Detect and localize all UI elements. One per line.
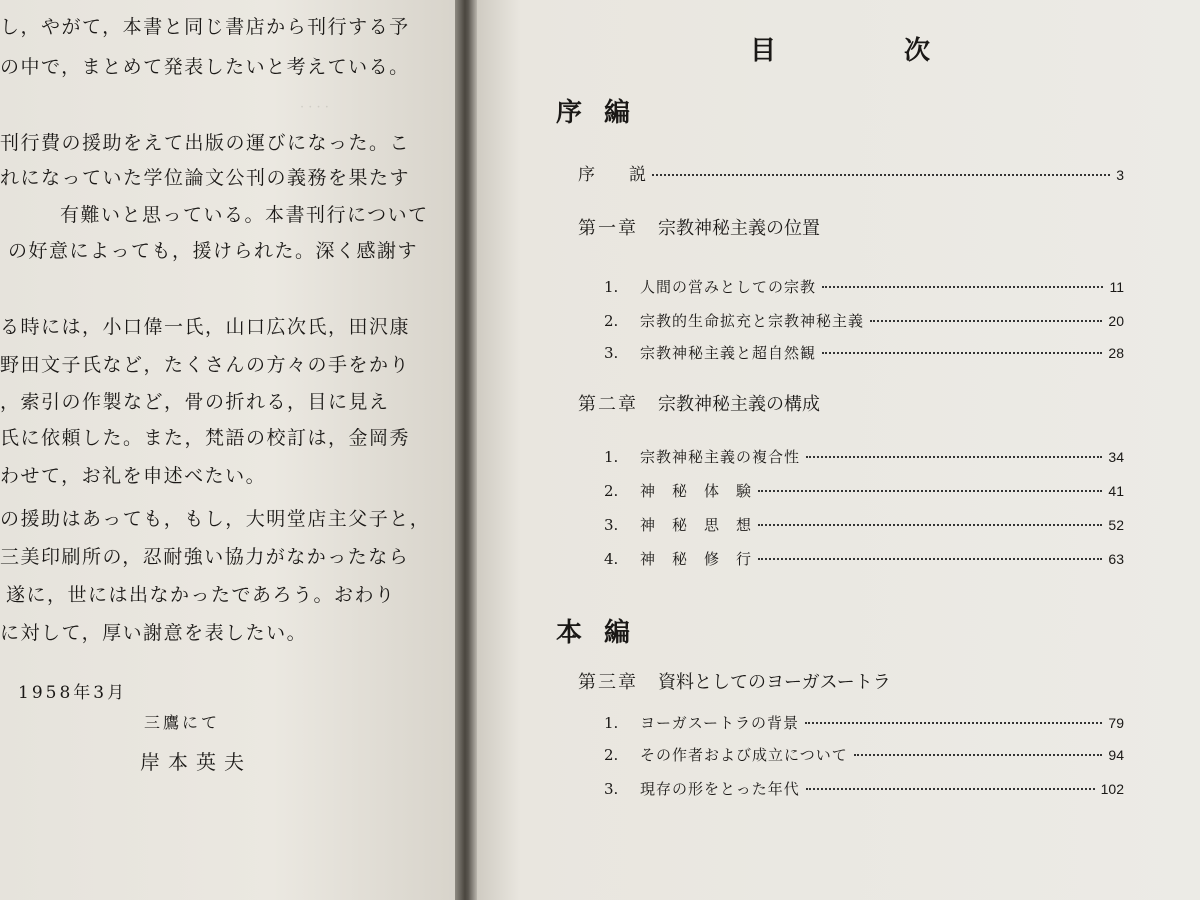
toc-entry xyxy=(604,712,1124,733)
toc-entry-label: その作者および成立について xyxy=(640,746,848,764)
chapter-number: 第二章 xyxy=(578,394,638,415)
toc-entry-label: 宗教神秘主義と超自然観 xyxy=(640,344,817,362)
toc-entry-page: 52 xyxy=(1108,517,1124,533)
toc-entry-index: 2. xyxy=(604,482,619,500)
toc-entry-index: 2. xyxy=(604,746,619,764)
preface-place: 三鷹にて xyxy=(144,713,221,732)
toc-entry-page: 63 xyxy=(1108,551,1124,567)
chapter-heading xyxy=(578,668,891,694)
toc-entry-label: 序 説 xyxy=(578,165,646,185)
toc-entry-label: 神 秘 体 験 xyxy=(640,482,753,500)
toc-entry xyxy=(604,744,1124,765)
toc-entry-index: 1. xyxy=(604,278,619,296)
toc-entry-page: 34 xyxy=(1108,449,1124,465)
book-gutter xyxy=(455,0,477,900)
toc-entry xyxy=(604,276,1124,297)
preface-line: れになっていた学位論文公刊の義務を果たす xyxy=(0,167,411,189)
preface-line: わせて，お礼を申述べたい。 xyxy=(0,465,267,487)
toc-entry-page: 94 xyxy=(1108,747,1124,763)
toc-entry-index: 4. xyxy=(604,550,619,568)
toc-entry-label: 人間の営みとしての宗教 xyxy=(640,278,817,296)
dot-leader xyxy=(854,754,1103,756)
toc-entry-page: 102 xyxy=(1100,781,1124,797)
toc-title-char: 目 xyxy=(750,36,777,66)
toc-entry-page: 3 xyxy=(1116,167,1124,183)
toc-entry-page: 41 xyxy=(1108,483,1124,499)
toc-title-char: 次 xyxy=(903,36,930,66)
preface-line: 遂に，世には出なかったであろう。おわり xyxy=(6,584,396,606)
toc-entry xyxy=(604,514,1124,535)
toc-entry-page: 20 xyxy=(1108,313,1124,329)
toc-entry-label: 宗教的生命拡充と宗教神秘主義 xyxy=(640,312,865,330)
preface-line: る時には，小口偉一氏，山口広次氏，田沢康 xyxy=(0,316,411,338)
toc-entry-label: 神 秘 思 想 xyxy=(640,516,753,534)
preface-line: 有難いと思っている。本書刊行について xyxy=(60,204,429,226)
toc-entry xyxy=(604,480,1124,501)
dot-leader xyxy=(758,524,1102,526)
preface-line: の中で，まとめて発表したいと考えている。 xyxy=(0,56,410,78)
part-heading: 本編 xyxy=(556,618,653,648)
toc-entry-index: 2. xyxy=(604,312,619,330)
dot-leader xyxy=(806,788,1095,790)
preface-line: ，索引の作製など，骨の折れる，目に見え xyxy=(0,391,390,413)
preface-line: の援助はあっても，もし，大明堂店主父子と， xyxy=(0,508,431,530)
dot-leader xyxy=(822,352,1102,354)
chapter-heading xyxy=(578,390,820,416)
preface-line: し，やがて，本書と同じ書店から刊行する予 xyxy=(0,16,410,38)
toc-entry-index: 3. xyxy=(604,516,619,534)
dot-leader xyxy=(758,490,1102,492)
dot-leader xyxy=(870,320,1102,322)
dot-leader xyxy=(805,722,1102,724)
dot-leader xyxy=(652,174,1110,176)
chapter-title: 宗教神秘主義の位置 xyxy=(658,218,820,239)
toc-entry-page: 28 xyxy=(1108,345,1124,361)
toc-entry-label: 現存の形をとった年代 xyxy=(640,780,800,798)
chapter-title: 資料としてのヨーガスートラ xyxy=(658,672,891,693)
bleed-through-text: · · · · xyxy=(300,100,329,115)
preface-line: 氏に依頼した。また，梵語の校訂は，金岡秀 xyxy=(0,427,411,449)
preface-line: に対して，厚い謝意を表したい。 xyxy=(0,622,308,644)
preface-author: 岸本英夫 xyxy=(140,750,252,774)
toc-entry-page: 79 xyxy=(1108,715,1124,731)
toc-entry-index: 1. xyxy=(604,448,619,466)
preface-line: 三美印刷所の，忍耐強い協力がなかったなら xyxy=(0,546,410,568)
toc-entry-label: 宗教神秘主義の複合性 xyxy=(640,448,801,466)
toc-entry-label: 神 秘 修 行 xyxy=(640,550,753,568)
toc-entry xyxy=(604,446,1124,467)
chapter-heading xyxy=(578,214,820,240)
part-heading: 序編 xyxy=(556,98,653,128)
chapter-number: 第一章 xyxy=(578,218,638,239)
dot-leader xyxy=(806,456,1102,458)
preface-line: 野田文子氏など，たくさんの方々の手をかり xyxy=(0,354,411,376)
preface-line: 刊行費の援助をえて出版の運びになった。こ xyxy=(0,132,411,154)
toc-entry xyxy=(578,160,1124,185)
toc-entry-index: 3. xyxy=(604,344,619,362)
preface-line: の好意によっても，援けられた。深く感謝す xyxy=(8,240,419,262)
toc-title xyxy=(750,30,930,67)
toc-entry xyxy=(604,548,1124,569)
toc-entry xyxy=(604,778,1124,799)
preface-date: 1958年3月 xyxy=(18,683,128,703)
dot-leader xyxy=(822,286,1103,288)
toc-entry-label: ヨーガスートラの背景 xyxy=(640,714,799,732)
left-page xyxy=(0,0,455,900)
toc-entry xyxy=(604,342,1124,363)
toc-entry-index: 3. xyxy=(604,780,619,798)
chapter-title: 宗教神秘主義の構成 xyxy=(658,394,820,415)
toc-entry-page: 11 xyxy=(1109,279,1124,295)
chapter-number: 第三章 xyxy=(578,672,638,693)
toc-entry-index: 1. xyxy=(604,714,619,732)
dot-leader xyxy=(758,558,1102,560)
toc-entry xyxy=(604,310,1124,331)
